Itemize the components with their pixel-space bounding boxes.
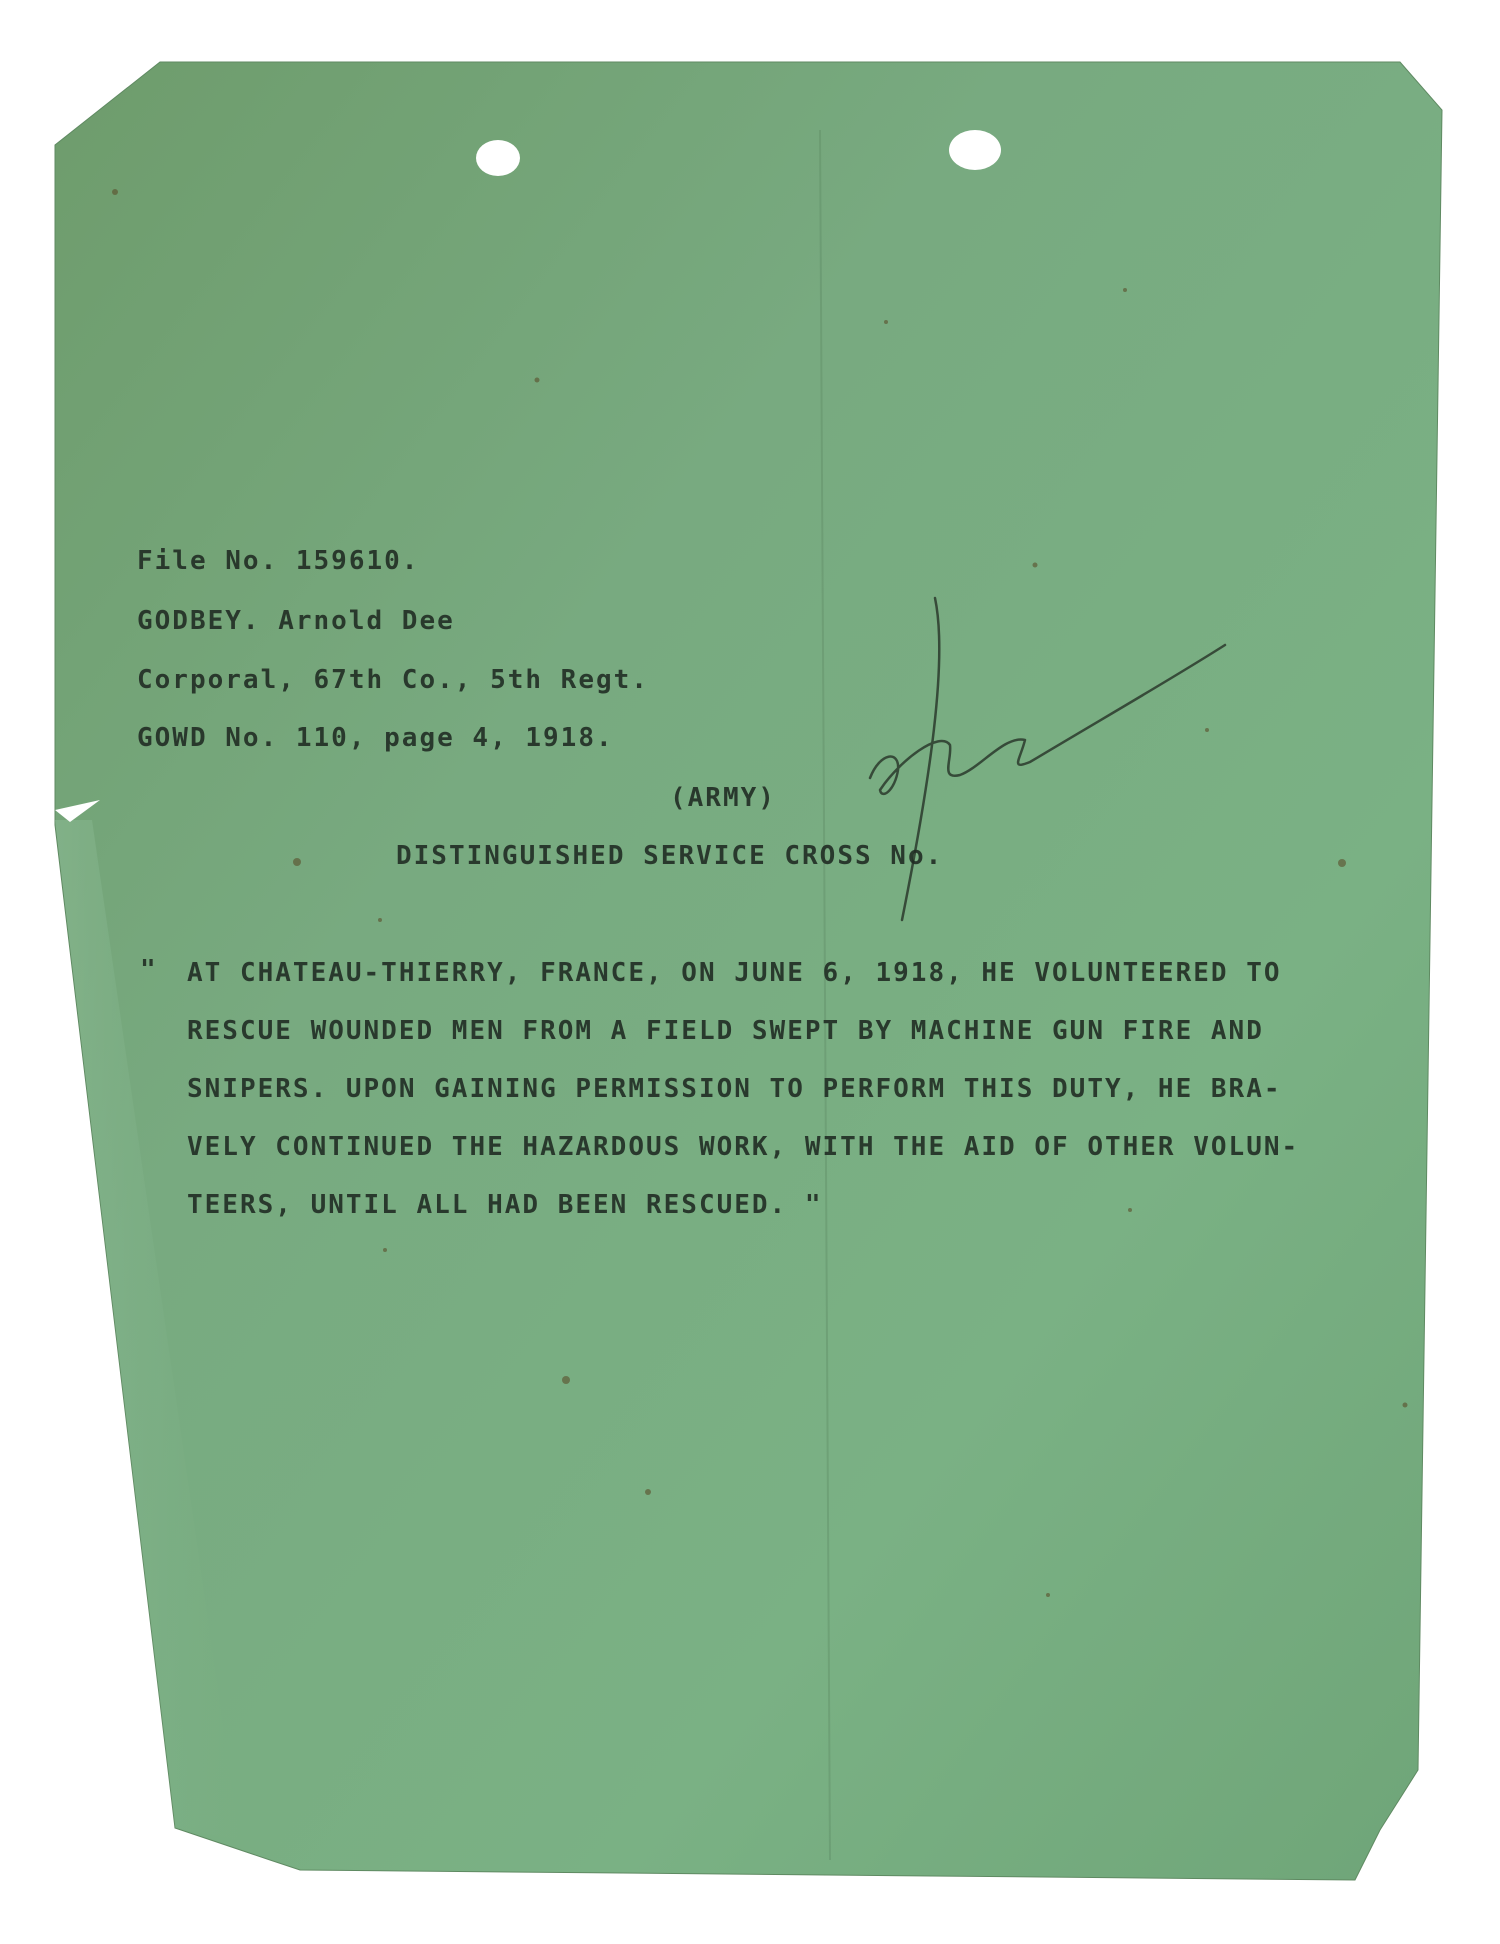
citation-open-quote: ": [140, 955, 158, 985]
rank-unit: Corporal, 67th Co., 5th Regt.: [137, 665, 649, 695]
file-number: File No. 159610.: [137, 546, 420, 576]
award-title: DISTINGUISHED SERVICE CROSS No.: [396, 841, 944, 871]
branch-label: (ARMY): [670, 783, 776, 813]
citation-line: VELY CONTINUED THE HAZARDOUS WORK, WITH THE AID OF OTHER VOLUN-: [187, 1132, 1300, 1162]
soldier-name: GODBEY. Arnold Dee: [137, 606, 455, 636]
citation-line: RESCUE WOUNDED MEN FROM A FIELD SWEPT BY MACHINE GUN FIRE AND: [187, 1016, 1264, 1046]
citation-line: SNIPERS. UPON GAINING PERMISSION TO PERFORM THIS DUTY, HE BRA-: [187, 1074, 1282, 1104]
citation-line: AT CHATEAU-THIERRY, FRANCE, ON JUNE 6, 1918, HE VOLUNTEERED TO: [187, 958, 1282, 988]
citation-line: TEERS, UNTIL ALL HAD BEEN RESCUED. ": [187, 1190, 823, 1220]
gowd-reference: GOWD No. 110, page 4, 1918.: [137, 723, 614, 753]
